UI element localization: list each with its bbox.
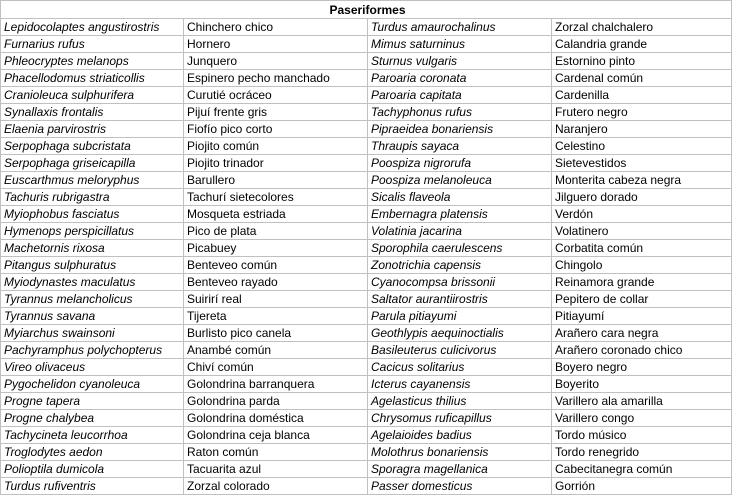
- common-name-cell[interactable]: Hornero: [184, 36, 368, 53]
- common-name-cell[interactable]: Chingolo: [552, 257, 732, 274]
- table-row: [1, 19, 732, 36]
- common-name-cell[interactable]: Celestino: [552, 138, 732, 155]
- common-name-cell[interactable]: Volatinero: [552, 223, 732, 240]
- common-name-cell[interactable]: Barullero: [184, 172, 368, 189]
- scientific-name-cell[interactable]: Euscarthmus meloryphus: [1, 172, 184, 189]
- scientific-name-cell[interactable]: Tyrannus savana: [1, 308, 184, 325]
- table-row: [1, 359, 732, 376]
- common-name-cell[interactable]: Tordo músico: [552, 427, 732, 444]
- table-row: [1, 257, 732, 274]
- common-name-cell[interactable]: Suirirí real: [184, 291, 368, 308]
- scientific-name-cell[interactable]: Tachyphonus rufus: [368, 104, 552, 121]
- table-row: [1, 461, 732, 478]
- scientific-name-cell[interactable]: Progne tapera: [1, 393, 184, 410]
- common-name-cell[interactable]: Corbatita común: [552, 240, 732, 257]
- scientific-name-cell[interactable]: Basileuterus culicivorus: [368, 342, 552, 359]
- table-row: [1, 291, 732, 308]
- scientific-name-cell[interactable]: Lepidocolaptes angustirostris: [1, 19, 184, 36]
- common-name-cell[interactable]: Golondrina parda: [184, 393, 368, 410]
- scientific-name-cell[interactable]: Agelasticus thilius: [368, 393, 552, 410]
- common-name-cell[interactable]: Pepitero de collar: [552, 291, 732, 308]
- common-name-cell[interactable]: Chinchero chico: [184, 19, 368, 36]
- table-row: [1, 53, 732, 70]
- scientific-name-cell[interactable]: Myiodynastes maculatus: [1, 274, 184, 291]
- common-name-cell[interactable]: Picabuey: [184, 240, 368, 257]
- common-name-cell[interactable]: Piojito trinador: [184, 155, 368, 172]
- table-row: [1, 444, 732, 461]
- scientific-name-cell[interactable]: Cyanocompsa brissonii: [368, 274, 552, 291]
- scientific-name-cell[interactable]: Serpophaga griseicapilla: [1, 155, 184, 172]
- scientific-name-cell[interactable]: Zonotrichia capensis: [368, 257, 552, 274]
- scientific-name-cell[interactable]: Turdus amaurochalinus: [368, 19, 552, 36]
- scientific-name-cell[interactable]: Tachycineta leucorrhoa: [1, 427, 184, 444]
- common-name-cell[interactable]: Sietevestidos: [552, 155, 732, 172]
- scientific-name-cell[interactable]: Parula pitiayumi: [368, 308, 552, 325]
- common-name-cell[interactable]: Zorzal colorado: [184, 478, 368, 495]
- table-row: [1, 342, 732, 359]
- scientific-name-cell[interactable]: Serpophaga subcristata: [1, 138, 184, 155]
- common-name-cell[interactable]: Burlisto pico canela: [184, 325, 368, 342]
- common-name-cell[interactable]: Tordo renegrido: [552, 444, 732, 461]
- scientific-name-cell[interactable]: Polioptila dumicola: [1, 461, 184, 478]
- table-row: [1, 121, 732, 138]
- scientific-name-cell[interactable]: Hymenops perspicillatus: [1, 223, 184, 240]
- table-row: [1, 206, 732, 223]
- scientific-name-cell[interactable]: Pachyramphus polychopterus: [1, 342, 184, 359]
- common-name-cell[interactable]: Naranjero: [552, 121, 732, 138]
- common-name-cell[interactable]: Junquero: [184, 53, 368, 70]
- common-name-cell[interactable]: Zorzal chalchalero: [552, 19, 732, 36]
- common-name-cell[interactable]: Curutié ocráceo: [184, 87, 368, 104]
- common-name-cell[interactable]: Tacuarita azul: [184, 461, 368, 478]
- table-row: [1, 478, 732, 495]
- table-row: [1, 240, 732, 257]
- table-row: [1, 172, 732, 189]
- common-name-cell[interactable]: Espinero pecho manchado: [184, 70, 368, 87]
- scientific-name-cell[interactable]: Paroaria coronata: [368, 70, 552, 87]
- scientific-name-cell[interactable]: Phacellodomus striaticollis: [1, 70, 184, 87]
- common-name-cell[interactable]: Estornino pinto: [552, 53, 732, 70]
- scientific-name-cell[interactable]: Phleocryptes melanops: [1, 53, 184, 70]
- common-name-cell[interactable]: Golondrina doméstica: [184, 410, 368, 427]
- common-name-cell[interactable]: Calandria grande: [552, 36, 732, 53]
- common-name-cell[interactable]: Tachurí sietecolores: [184, 189, 368, 206]
- scientific-name-cell[interactable]: Machetornis rixosa: [1, 240, 184, 257]
- table-row: [1, 325, 732, 342]
- table-row: [1, 155, 732, 172]
- common-name-cell[interactable]: Benteveo común: [184, 257, 368, 274]
- scientific-name-cell[interactable]: Embernagra platensis: [368, 206, 552, 223]
- table-row: [1, 138, 732, 155]
- common-name-cell[interactable]: Raton común: [184, 444, 368, 461]
- scientific-name-cell[interactable]: Pipraeidea bonariensis: [368, 121, 552, 138]
- scientific-name-cell[interactable]: Poospiza nigrorufa: [368, 155, 552, 172]
- table-row: [1, 189, 732, 206]
- scientific-name-cell[interactable]: Cranioleuca sulphurifera: [1, 87, 184, 104]
- scientific-name-cell[interactable]: Sporagra magellanica: [368, 461, 552, 478]
- scientific-name-cell[interactable]: Furnarius rufus: [1, 36, 184, 53]
- scientific-name-cell[interactable]: Paroaria capitata: [368, 87, 552, 104]
- common-name-cell[interactable]: Golondrina ceja blanca: [184, 427, 368, 444]
- scientific-name-cell[interactable]: Tachuris rubrigastra: [1, 189, 184, 206]
- table-row: [1, 376, 732, 393]
- common-name-cell[interactable]: Varillero congo: [552, 410, 732, 427]
- scientific-name-cell[interactable]: Agelaioides badius: [368, 427, 552, 444]
- common-name-cell[interactable]: Arañero coronado chico: [552, 342, 732, 359]
- common-name-cell[interactable]: Pico de plata: [184, 223, 368, 240]
- scientific-name-cell[interactable]: Poospiza melanoleuca: [368, 172, 552, 189]
- table-header-cell[interactable]: Paseriformes: [1, 1, 732, 19]
- common-name-cell[interactable]: Boyero negro: [552, 359, 732, 376]
- scientific-name-cell[interactable]: Myiophobus fasciatus: [1, 206, 184, 223]
- scientific-name-cell[interactable]: Volatinia jacarina: [368, 223, 552, 240]
- common-name-cell[interactable]: Tijereta: [184, 308, 368, 325]
- common-name-cell[interactable]: Arañero cara negra: [552, 325, 732, 342]
- common-name-cell[interactable]: Pijuí frente gris: [184, 104, 368, 121]
- scientific-name-cell[interactable]: Pygochelidon cyanoleuca: [1, 376, 184, 393]
- common-name-cell[interactable]: Frutero negro: [552, 104, 732, 121]
- common-name-cell[interactable]: Benteveo rayado: [184, 274, 368, 291]
- common-name-cell[interactable]: Cardenilla: [552, 87, 732, 104]
- table-row: [1, 104, 732, 121]
- scientific-name-cell[interactable]: Turdus rufiventris: [1, 478, 184, 495]
- scientific-name-cell[interactable]: Geothlypis aequinoctialis: [368, 325, 552, 342]
- scientific-name-cell[interactable]: Passer domesticus: [368, 478, 552, 495]
- table-row: [1, 87, 732, 104]
- scientific-name-cell[interactable]: Troglodytes aedon: [1, 444, 184, 461]
- scientific-name-cell[interactable]: Tyrannus melancholicus: [1, 291, 184, 308]
- scientific-name-cell[interactable]: Icterus cayanensis: [368, 376, 552, 393]
- scientific-name-cell[interactable]: Myiarchus swainsoni: [1, 325, 184, 342]
- table-row: [1, 274, 732, 291]
- scientific-name-cell[interactable]: Progne chalybea: [1, 410, 184, 427]
- scientific-name-cell[interactable]: Sicalis flaveola: [368, 189, 552, 206]
- common-name-cell[interactable]: Gorrión: [552, 478, 732, 495]
- table-row: [1, 36, 732, 53]
- common-name-cell[interactable]: Boyerito: [552, 376, 732, 393]
- scientific-name-cell[interactable]: Chrysomus ruficapillus: [368, 410, 552, 427]
- header-row: [1, 1, 732, 19]
- table-row: [1, 393, 732, 410]
- common-name-cell[interactable]: Reinamora grande: [552, 274, 732, 291]
- scientific-name-cell[interactable]: Cacicus solitarius: [368, 359, 552, 376]
- common-name-cell[interactable]: Verdón: [552, 206, 732, 223]
- scientific-name-cell[interactable]: Pitangus sulphuratus: [1, 257, 184, 274]
- common-name-cell[interactable]: Cabecitanegra común: [552, 461, 732, 478]
- table-body: [1, 1, 732, 495]
- table-row: [1, 427, 732, 444]
- common-name-cell[interactable]: Pitiayumí: [552, 308, 732, 325]
- table-row: [1, 223, 732, 240]
- scientific-name-cell[interactable]: Sturnus vulgaris: [368, 53, 552, 70]
- scientific-name-cell[interactable]: Vireo olivaceus: [1, 359, 184, 376]
- scientific-name-cell[interactable]: Saltator aurantiirostris: [368, 291, 552, 308]
- common-name-cell[interactable]: Piojito común: [184, 138, 368, 155]
- table-row: [1, 70, 732, 87]
- common-name-cell[interactable]: Monterita cabeza negra: [552, 172, 732, 189]
- common-name-cell[interactable]: Chiví común: [184, 359, 368, 376]
- scientific-name-cell[interactable]: Molothrus bonariensis: [368, 444, 552, 461]
- common-name-cell[interactable]: Varillero ala amarilla: [552, 393, 732, 410]
- common-name-cell[interactable]: Mosqueta estriada: [184, 206, 368, 223]
- common-name-cell[interactable]: Golondrina barranquera: [184, 376, 368, 393]
- common-name-cell[interactable]: Anambé común: [184, 342, 368, 359]
- scientific-name-cell[interactable]: Mimus saturninus: [368, 36, 552, 53]
- common-name-cell[interactable]: Jilguero dorado: [552, 189, 732, 206]
- table-row: [1, 308, 732, 325]
- table-row: [1, 410, 732, 427]
- scientific-name-cell[interactable]: Synallaxis frontalis: [1, 104, 184, 121]
- common-name-cell[interactable]: Cardenal común: [552, 70, 732, 87]
- scientific-name-cell[interactable]: Sporophila caerulescens: [368, 240, 552, 257]
- scientific-name-cell[interactable]: Thraupis sayaca: [368, 138, 552, 155]
- common-name-cell[interactable]: Fiofío pico corto: [184, 121, 368, 138]
- scientific-name-cell[interactable]: Elaenia parvirostris: [1, 121, 184, 138]
